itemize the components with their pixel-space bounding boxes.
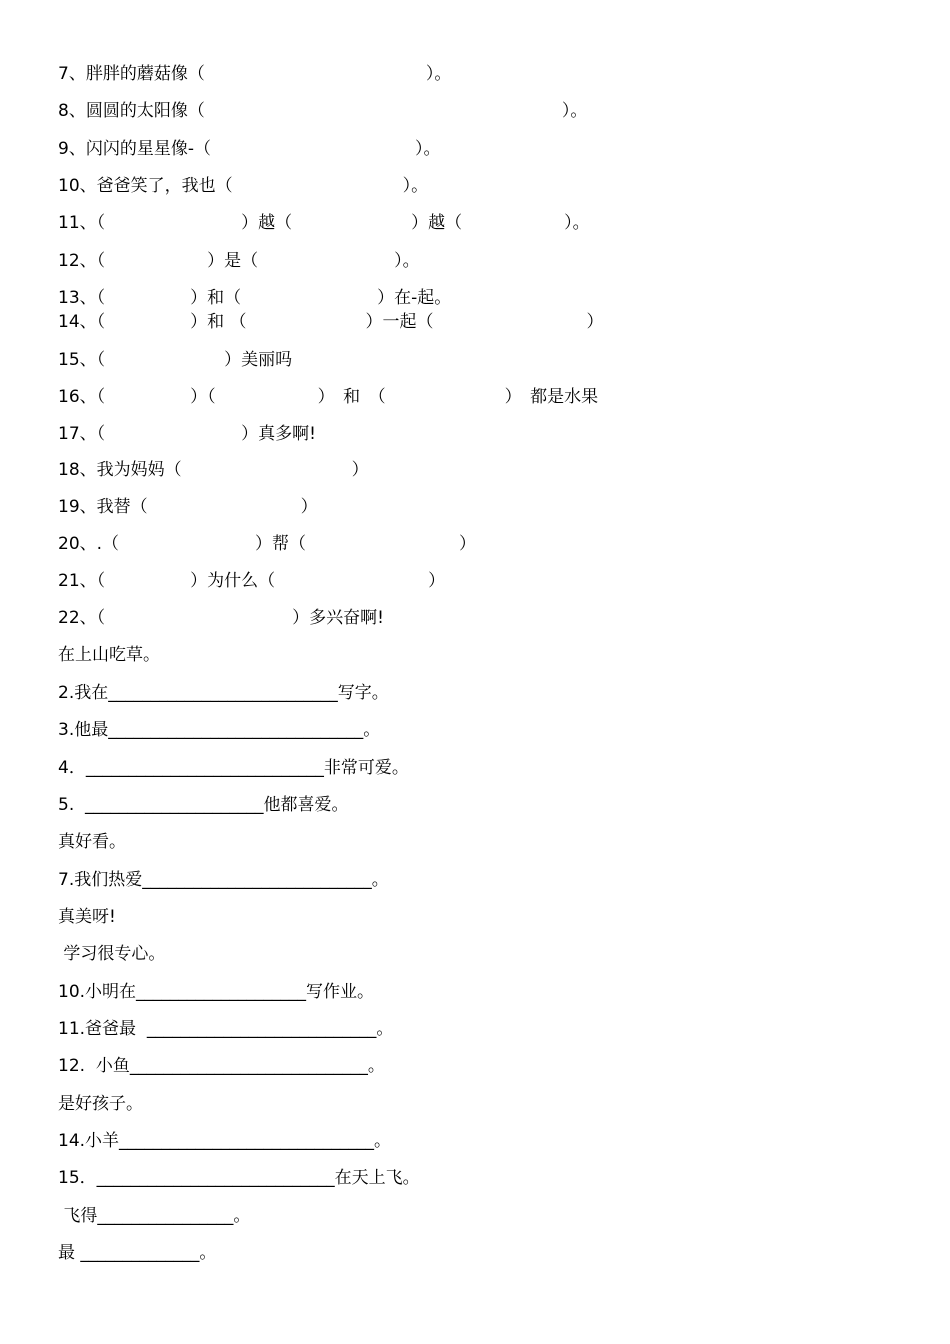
fill-blank-item-11: 11、（ ）越（ ）越（ ）。 [58,213,590,233]
fill-blank-item-15: 15、（ ）美丽吗 [58,350,293,370]
sentence-item-4: 4．____________________________非常可爱。 [58,758,409,778]
sentence-item-17: 最 ______________。 [58,1243,217,1263]
fill-blank-item-9: 9、闪闪的星星像-（ ）。 [58,139,441,159]
sentence-item-3: 3.他最______________________________。 [58,720,381,740]
sentence-item-9: 学习很专心。 [58,944,166,964]
fill-blank-item-21: 21、（ ）为什么（ ） [58,571,446,591]
fill-blank-item-22: 22、（ ）多兴奋啊! [58,608,384,628]
sentence-item-6: 真好看。 [58,832,126,852]
sentence-item-16: 飞得________________。 [58,1206,251,1226]
sentence-item-11: 11.爸爸最 ___________________________。 [58,1019,394,1039]
fill-blank-item-13: 13、（ ）和（ ）在-起。 [58,288,452,308]
fill-blank-item-16: 16、（ ）（ ） 和 （ ） 都是水果 [58,387,599,407]
sentence-item-10: 10.小明在____________________写作业。 [58,982,375,1002]
fill-blank-item-7: 7、胖胖的蘑菇像（ ）。 [58,64,452,84]
fill-blank-item-18: 18、我为妈妈（ ） [58,460,369,480]
fill-blank-item-12: 12、（ ）是（ ）。 [58,251,420,271]
sentence-item-1: 在上山吃草。 [58,645,160,665]
fill-blank-item-20: 20、.（ ）帮（ ） [58,534,477,554]
sentence-item-12: 12. 小鱼____________________________。 [58,1056,385,1076]
sentence-item-13: 是好孩子。 [58,1094,143,1114]
fill-blank-item-10: 10、爸爸笑了，我也（ ）。 [58,176,429,196]
sentence-item-2: 2.我在___________________________写字。 [58,683,389,703]
sentence-item-8: 真美呀! [58,907,116,927]
sentence-item-5: 5. _____________________他都喜爱。 [58,795,349,815]
fill-blank-item-14: 14、（ ）和 （ ）一起（ ） [58,312,604,332]
sentence-item-14: 14.小羊______________________________。 [58,1131,392,1151]
sentence-item-7: 7.我们热爱___________________________。 [58,870,389,890]
sentence-item-15: 15．____________________________在天上飞。 [58,1168,420,1188]
fill-blank-item-19: 19、我替（ ） [58,497,318,517]
fill-blank-item-17: 17、（ ）真多啊! [58,424,316,444]
fill-blank-item-8: 8、圆圆的太阳像（ ）。 [58,101,588,121]
